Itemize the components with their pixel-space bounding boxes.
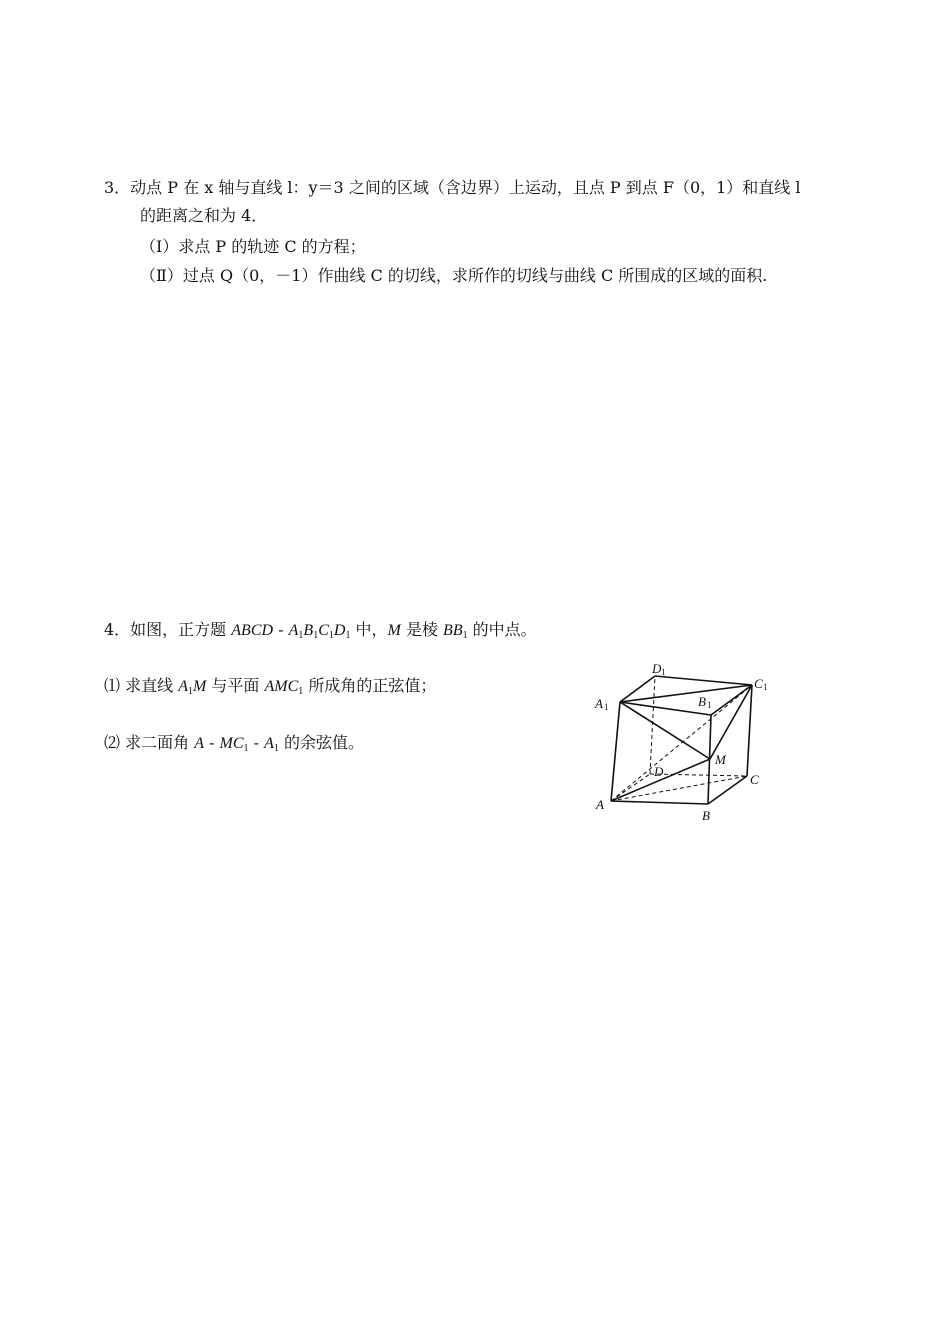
- q4-b1: B: [303, 622, 314, 639]
- q4-p2-end: 的余弦值。: [278, 733, 364, 752]
- sub-1: 1: [313, 630, 319, 641]
- q4-abcd: ABCD: [231, 622, 274, 639]
- q3-part-1: （Ⅰ）求点 P 的轨迹 C 的方程；: [140, 237, 366, 256]
- hidden-a-c: [611, 776, 747, 801]
- label-a1: A: [595, 696, 603, 711]
- sub-1: 1: [298, 630, 304, 641]
- sub-1: 1: [243, 743, 249, 754]
- q4-p1-end: 所成角的正弦值；: [303, 676, 437, 695]
- q4-p2-a: A: [194, 735, 204, 752]
- q3-line-1: 3．动点 P 在 x 轴与直线 l：y＝3 之间的区域（含边界）上运动，且点 P 到点 F（0，1）和直线 l: [104, 178, 801, 197]
- sub-1: 1: [187, 686, 193, 697]
- label-d: D: [654, 764, 664, 779]
- label-m: M: [715, 752, 726, 767]
- label-c: C: [750, 772, 759, 787]
- edge-c1-d1: [655, 676, 752, 685]
- hidden-d-c: [650, 774, 747, 776]
- q3-line-2: 的距离之和为 4．: [140, 206, 268, 225]
- q4-p1-prefix: ⑴ 求直线: [104, 676, 179, 695]
- q4-p1-mid: 与平面: [206, 676, 265, 695]
- q4-p2-mc: MC: [219, 735, 244, 752]
- q4-stem-end: 的中点。: [467, 620, 537, 639]
- q4-d1: D: [333, 622, 346, 639]
- sub-1: 1: [273, 743, 279, 754]
- q4-p1-m: M: [192, 678, 207, 695]
- hidden-a-c1: [611, 685, 752, 801]
- q4-p2-dash1: -: [203, 733, 220, 752]
- q4-p2-a1: A: [264, 735, 274, 752]
- q4-stem: [104, 620, 537, 646]
- q4-a1: A: [288, 622, 299, 639]
- q4-c1: C: [318, 622, 329, 639]
- q4-p1-a1: A: [178, 678, 188, 695]
- label-a: A: [596, 797, 604, 812]
- q4-bb: BB: [443, 622, 463, 639]
- q4-part-2: [104, 733, 364, 759]
- q4-p2-dash2: -: [248, 733, 265, 752]
- cube-figure: [590, 656, 780, 828]
- sub-1: 1: [298, 686, 304, 697]
- label-a1-sub: 1: [604, 702, 609, 712]
- seg-a1-m: [620, 702, 710, 759]
- sub-1: 1: [462, 630, 468, 641]
- label-c1: C: [754, 676, 763, 691]
- edge-b-c: [708, 776, 747, 804]
- sub-1: 1: [345, 630, 351, 641]
- q4-dash: -: [273, 620, 289, 639]
- label-d1-sub: 1: [661, 667, 666, 677]
- edge-c-c1: [747, 685, 752, 776]
- q4-stem-mid: 中，: [350, 620, 388, 639]
- q3-part-2: （Ⅱ）过点 Q（0，－1）作曲线 C 的切线，求所作的切线与曲线 C 所围成的区域的面积.: [140, 266, 768, 285]
- label-d1: D: [652, 661, 662, 676]
- q4-stem-edge: 是棱: [400, 620, 444, 639]
- label-b1: B: [698, 694, 706, 709]
- seg-m-c1: [710, 685, 752, 759]
- q4-m: M: [387, 622, 401, 639]
- label-c1-sub: 1: [763, 682, 768, 692]
- q4-part-1: [104, 676, 436, 702]
- label-b1-sub: 1: [707, 700, 712, 710]
- q4-stem-prefix: 4．如图，正方题: [104, 620, 232, 639]
- label-b: B: [702, 808, 710, 823]
- q4-p1-amc: AMC: [264, 678, 299, 695]
- q4-p2-prefix: ⑵ 求二面角: [104, 733, 195, 752]
- sub-1: 1: [328, 630, 334, 641]
- edge-a-a1: [611, 702, 620, 801]
- edge-a-b: [611, 801, 708, 804]
- hidden-d-d1: [650, 676, 655, 774]
